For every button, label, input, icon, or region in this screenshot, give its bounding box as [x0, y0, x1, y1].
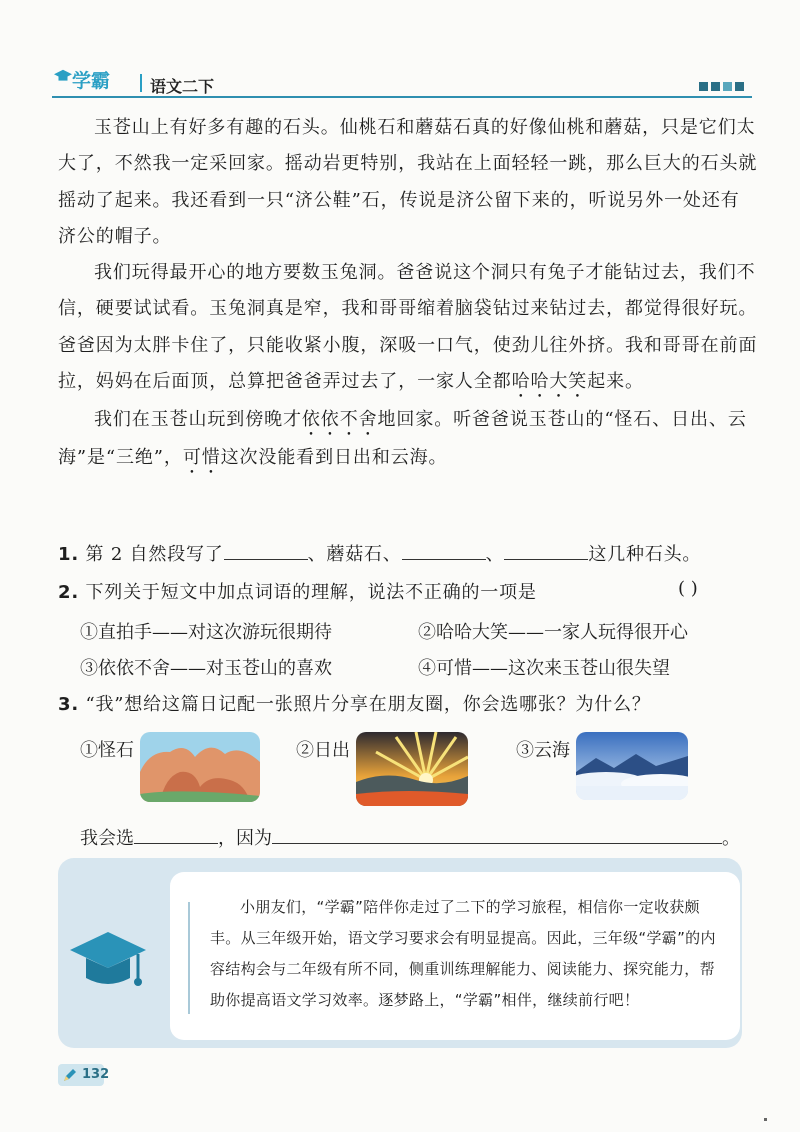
answer-reason-blank[interactable]: [272, 825, 722, 844]
question-1: 1. 第 2 自然段写了 、蘑菇石、 、 这几种石头。: [58, 540, 701, 566]
clouds-illustration: [576, 732, 688, 800]
option-2[interactable]: ②哈哈大笑——一家人玩得很开心: [418, 622, 688, 643]
tip-accent-bar: [188, 902, 190, 1014]
header-separator: [140, 74, 142, 92]
tip-text: 小朋友们，“学霸”陪伴你走过了二下的学习旅程，相信你一定收获颇丰。从三年级开始，语文学习要求会有明显提高。因此，三年级“学霸”的内容结构会与二年级有所不同，侧重训练理解能力、阅读能力、探究能力，帮助你提高语文学习效率。逐梦路上，“学霸”相伴，继续前行吧！: [210, 898, 716, 1009]
image-label-sea-of-clouds: ③云海: [516, 740, 570, 761]
question-3: 3. “我”想给这篇日记配一张照片分享在朋友圈，你会选哪张？为什么？: [58, 694, 651, 715]
decor-squares: [699, 82, 744, 91]
graduation-cap-icon: [66, 920, 150, 1000]
blank-1[interactable]: [224, 541, 308, 560]
paragraph-1: 玉苍山上有好多有趣的石头。仙桃石和蘑菇石真的好像仙桃和蘑菇，只是它们太大了，不然我一定采回家。摇动岩更特别，我站在上面轻轻一跳，那么巨大的石头就摇动了起来。我还看到一只“济公鞋”石，传说是济公留下来的，听说另外一处还有济公的帽子。: [58, 117, 758, 247]
clouds-image[interactable]: [576, 732, 688, 800]
dotted-word-yiyi: 依依不舍: [301, 409, 378, 431]
answer-paren[interactable]: ( ): [678, 578, 698, 599]
image-label-rocks: ①怪石: [80, 740, 134, 761]
image-label-sunrise: ②日出: [296, 740, 350, 761]
rocks-illustration: [140, 732, 260, 802]
pencil-icon: [62, 1067, 78, 1083]
page-footer: [58, 1064, 110, 1086]
paragraph-2: 我们玩得最开心的地方要数玉兔洞。爸爸说这个洞只有兔子才能钻过去，我们不信，硬要试试看。玉兔洞真是窄，我和哥哥缩着脑袋钻过来钻过去，都觉得很好玩。爸爸因为太胖卡住了，只能收紧小腹，深吸一口气，使劲儿往外挤。我和哥哥在前面拉，妈妈在后面顶，总算把爸爸弄过去了，一家人全都哈哈大笑起来。: [58, 262, 758, 393]
logo: [52, 68, 116, 94]
passage: [58, 110, 758, 478]
answer-line: 我会选 ，因为 。: [80, 824, 760, 850]
paragraph-3: 我们在玉苍山玩到傍晚才依依不舍地回家。听爸爸说玉苍山的“怪石、日出、云海”是“三绝”，可惜这次没能看到日出和云海。: [58, 409, 747, 469]
rocks-image[interactable]: [140, 732, 260, 802]
question-2: 2. 下列关于短文中加点词语的理解，说法不正确的一项是: [58, 582, 537, 603]
answer-choice-blank[interactable]: [134, 825, 218, 844]
header-rule: [52, 96, 752, 98]
logo-text: 学霸: [72, 70, 111, 92]
dotted-word-kexi: 可惜: [182, 447, 221, 469]
option-4[interactable]: ④可惜——这次来玉苍山很失望: [418, 658, 670, 679]
option-1[interactable]: ①直拍手——对这次游玩很期待: [80, 622, 332, 643]
option-3[interactable]: ③依依不舍——对玉苍山的喜欢: [80, 658, 332, 679]
page-header: [52, 64, 752, 100]
dotted-word-haha: 哈哈大笑: [511, 371, 588, 393]
graduation-cap-icon: [54, 68, 72, 86]
page-number: 132: [82, 1067, 110, 1082]
tip-card: [170, 872, 740, 1040]
corner-mark: [764, 1118, 767, 1121]
sunrise-image[interactable]: [356, 732, 468, 806]
blank-3[interactable]: [504, 541, 588, 560]
sunrise-illustration: [356, 732, 468, 806]
blank-2[interactable]: [402, 541, 486, 560]
book-subtitle: 语文二下: [150, 77, 215, 96]
tip-box: [58, 858, 742, 1048]
